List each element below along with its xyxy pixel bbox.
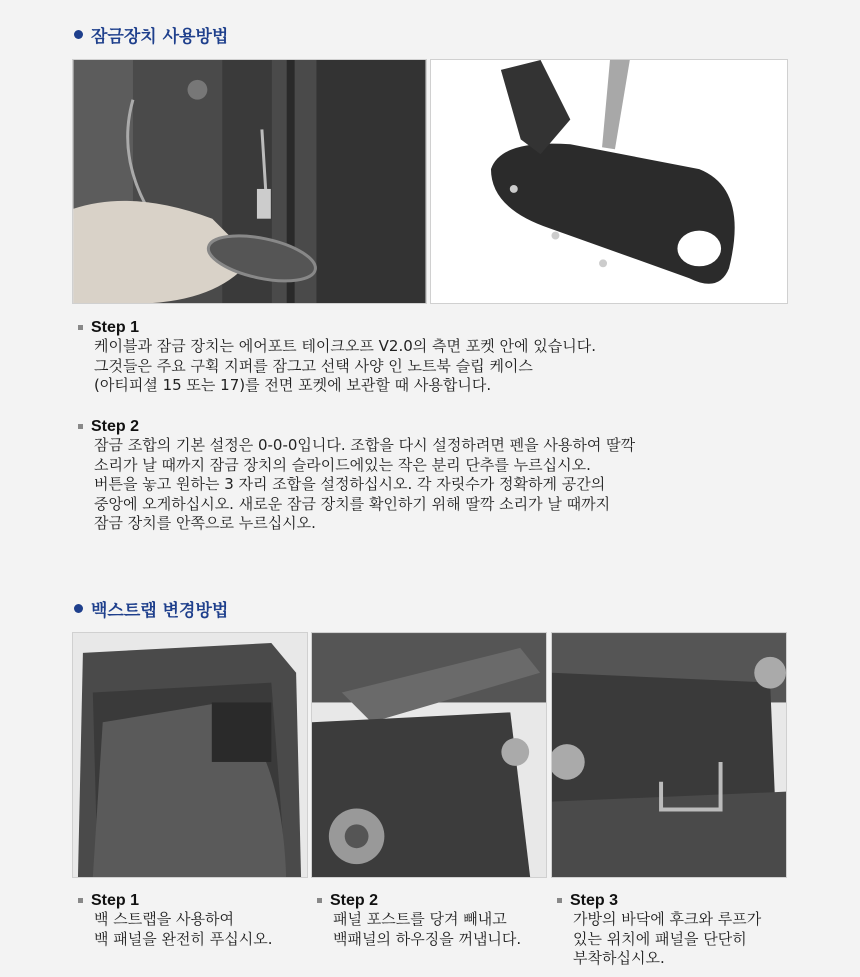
lock-pen-reset-image	[431, 60, 787, 303]
back-panel-open-image	[73, 633, 307, 877]
bullet-dot-icon	[74, 30, 83, 39]
lock-photo-cable	[72, 59, 427, 304]
square-bullet-icon	[78, 898, 83, 903]
panel-post-image	[312, 633, 546, 877]
square-bullet-icon	[557, 898, 562, 903]
bullet-dot-icon	[74, 604, 83, 613]
lock-step-2	[78, 417, 635, 534]
square-bullet-icon	[317, 898, 322, 903]
panel-attach-image	[552, 633, 786, 877]
section-title-lock	[74, 22, 228, 47]
backstrap-step-3	[557, 891, 761, 969]
step-description: 백 스트랩을 사용하여 백 패널을 완전히 푸십시오.	[94, 910, 273, 948]
bag-cable-lock-image	[73, 60, 426, 303]
square-bullet-icon	[78, 424, 83, 429]
section-title-text: 백스트랩 변경방법	[91, 601, 229, 621]
lock-photo-pen	[430, 59, 788, 304]
step-description: 패널 포스트를 당겨 빼내고 백패널의 하우징을 꺼냅니다.	[333, 910, 522, 948]
backstrap-step-2	[317, 891, 521, 949]
step-description: 케이블과 잠금 장치는 에어포트 테이크오프 V2.0의 측면 포켓 안에 있습니다. 그것들은 주요 구획 지퍼를 잠그고 선택 사양 인 노트북 슬립 케이스 (아티피셜 15 또는 17)를 전면 포켓에 보관할 때 사용합니다.	[94, 337, 597, 394]
step-label: Step 2	[91, 418, 140, 435]
step-label: Step 1	[91, 319, 140, 336]
backstrap-step-1	[78, 891, 272, 949]
square-bullet-icon	[78, 325, 83, 330]
section-title-backstrap	[74, 596, 228, 621]
backstrap-photo-3	[551, 632, 787, 878]
backstrap-photo-1	[72, 632, 308, 878]
step-description: 가방의 바닥에 후크와 루프가 있는 위치에 패널을 단단히 부착하십시오.	[573, 910, 762, 967]
step-description: 잠금 조합의 기본 설정은 0-0-0입니다. 조합을 다시 설정하려면 펜을 사용하여 딸깍 소리가 날 때까지 잠금 장치의 슬라이드에있는 작은 분리 단추를 누르십시오. 버튼을 놓고 원하는 3 자리 조합을 설정하십시오. 각 자릿수가 정확하게 공간의 중앙에 오게하십시오. 새로운 잠금 장치를 확인하기 위해 딸깍 소리가 날 때까지 잠금 장치를 안쪽으로 누르십시오.	[94, 436, 636, 532]
backstrap-photo-2	[311, 632, 547, 878]
section-title-text: 잠금장치 사용방법	[91, 27, 229, 47]
lock-step-1	[78, 318, 596, 396]
step-label: Step 2	[330, 892, 379, 909]
step-label: Step 3	[570, 892, 619, 909]
step-label: Step 1	[91, 892, 140, 909]
